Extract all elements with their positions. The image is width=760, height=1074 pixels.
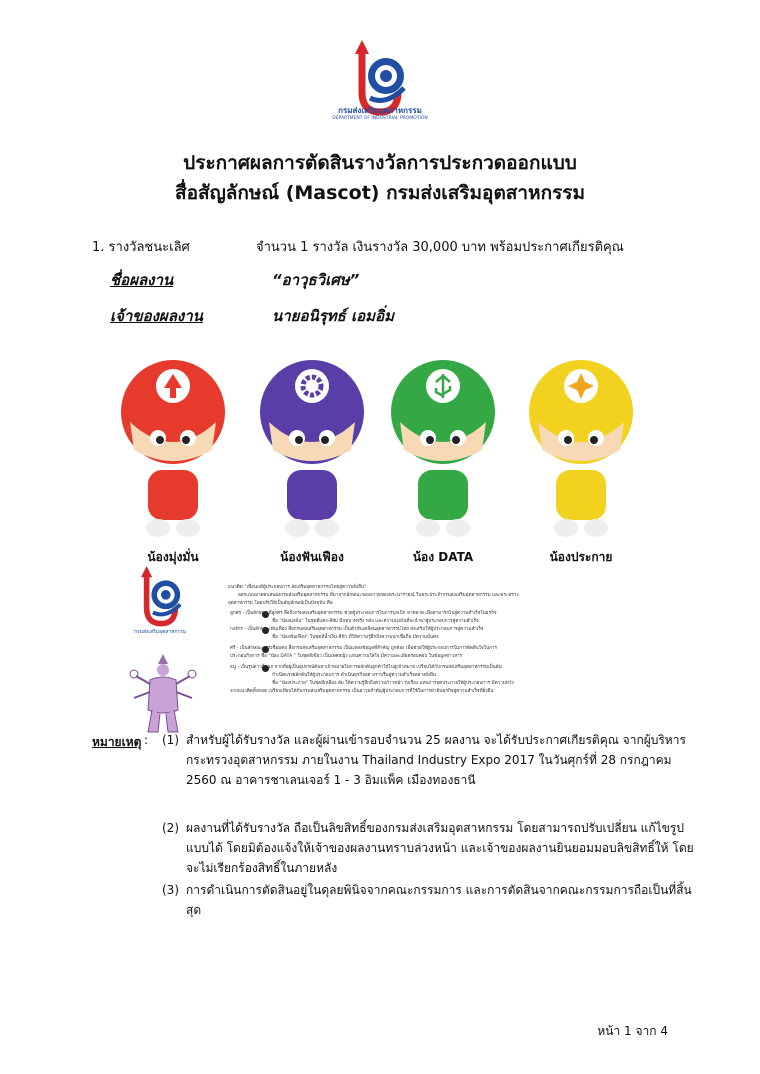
note-text: สำหรับผู้ได้รับรางวัล และผู้ผ่านเข้ารอบจำนวน 25 ผลงาน จะได้รับประกาศเกียรติคุณ จากผู้บริหารกระทรวงอุตสาหกรรม ภายในงาน Thailand Industry Expo 2017 ในวันศุกร์ที่ 28 กรกฎาคม 2560 ณ อาคารชาเลนเจอร์ 1 - 3 อิมแพ็ค เมืองทองธานี [186,733,686,787]
org-name-english: DEPARTMENT OF INDUSTRIAL PROMOTION [332,116,428,121]
concept-line: ลูกศร - เป็นลักษณะที่ลูกศร สื่อถึงกรมส่งเสริมอุตสาหกรรม ช่วยผู้ประกอบการในการบุกเบิก หาตลาด เพื่อสามารถไปสู่ความสำเร็จในธุรกิจ [230,611,497,616]
note-text: ผลงานที่ได้รับรางวัล ถือเป็นลิขสิทธิ์ของกรมส่งเสริมอุตสาหกรรม โดยสามารถปรับเปลี่ยน แก้ไขรูปแบบได้ โดยมิต้องแจ้งให้เจ้าของผลงานทราบล่วงหน้า และเจ้าของผลงานยินยอมมอบลิขสิทธิ์ให้ โดยจะไม่เรียกร้องสิทธิ์ในภายหลัง [186,821,694,875]
announcement-title-line2: สื่อสัญลักษณ์ (Mascot) กรมส่งเสริมอุตสาหกรรม [174,182,586,204]
note-number: (1) [162,733,179,747]
award-detail: จำนวน 1 รางวัล เงินรางวัล 30,000 บาท พร้อมประกาศเกียรติคุณ [256,240,624,255]
org-name: กรมส่งเสริมอุตสาหกรรม [338,106,422,115]
note-number: (2) [162,821,179,835]
concept-line: ชื่อ “น้องมุ่งมั่น” ในชุดสีแดง-สีส้ม มีบทบาทจริง หลัง และความมุ่งมั่นที่จะนำพาผู้ประกอบการสู่ความสำเร็จ [272,619,479,624]
concept-line: ศรี - เป็นลักษณะการเชื่อมต่อ สื่อกรมส่งเสริมอุตสาหกรรม เป็นแหล่งข้อมูลที่สำคัญ ถูกต้อง เพื่อช่วยให้ผู้ประกอบการในการตัดสินใจในการ [230,646,497,651]
note-number: (3) [162,883,179,897]
concept-line: ชื่อ “น้องฟันเฟือง” ในชุดสีน้ำเงิน-สีฟ้า ที่ให้ความรู้สึกถึงความน่าเชื่อถือ มีความมั่นคง [272,635,439,640]
department-logo [340,40,420,140]
mascot-yellow [516,352,646,542]
mascot-name-1: น้องมุ่งมั่น [147,550,199,564]
notes-heading: หมายเหตุ [92,735,142,749]
work-label: ชื่อผลงาน [110,271,174,289]
mascot-green [378,352,508,542]
owner-value: นายอนิรุทธ์ เอมอิ่ม [272,307,394,325]
note-text: การดำเนินการตัดสินอยู่ในดุลยพินิจจากคณะกรรมการ และการตัดสินจากคณะกรรมการถือเป็นที่สิ้นสุด [186,883,692,917]
notes-colon: : [144,733,149,747]
concept-line: ประกอบกิจการ ชื่อ “น้อง DATA ” ในชุดสีเขียว เป็นเพศหญิง แทนความใส่ใจ มีความละเอียดรอบคอบ ในข้อมูลข่าวสาร [230,654,463,659]
mascot-name-3: น้อง DATA [412,550,474,564]
mascot-purple [247,352,377,542]
owner-label: เจ้าของผลงาน [110,307,203,325]
deity-illustration [128,650,198,736]
announcement-title-line1: ประกาศผลการตัดสินรางวัลการประกวดออกแบบ [183,152,577,174]
concept-line: จากแนวคิดทั้งหมด เปรียบเทียบได้กับกรมส่งเสริมอุตสาหกรรม เป็นอาวุธสำคัญผู้ประกอบการที่ใช้ในการฝ่าฟันธุรกิจสู่ความสำเร็จที่ยั่งยืน [230,689,494,694]
concept-line: ธนู - เป็นรูปดาวสี่แฉก จากที่อยู่เป็นอุปกรณ์ค้นหาเป้าหมายในการผลักดันลูกค้าให้ไปสู่เป้าหมาย เปรียบได้กับกรมส่งเสริมอุตสาหกรรมเป็นต้น [230,665,502,670]
concept-line: แนวคิด “เพื่อนแท้ผู้ประกอบการ ส่งเสริมอุตสาหกรรมไทยสู่ความยั่งยืน” [228,585,367,590]
mascot-name-2: น้องฟันเฟือง [280,550,344,564]
concept-line: ออกแบบมาตอบสนองกรมส่งเสริมอุตสาหกรรม ที่มาจากลักษณะของอาวุธของพระนารายณ์ ในพระประจำกรมส่งเสริมอุตสาหกรรม และพระทรวง [238,593,519,598]
award-rank: 1. รางวัลชนะเลิศ [92,240,190,255]
work-value: “อาวุธวิเศษ” [272,271,360,289]
concept-line: กงจักร - เป็นลักษณะฟันเฟือง สื่อกรมส่งเสริมอุตสาหกรรม เป็นตัวขับเคลื่อนอุตสาหกรรมไทย ส่งเสริมให้ผู้ประกอบการสู่ความสำเร็จ [230,627,484,632]
page-number: หน้า 1 จาก 4 [597,1024,668,1038]
mascot-red [108,352,238,542]
concept-line: อุตสาหกรรม โดยปรับให้เป็นสัญลักษณ์เป็นปัจจุบัน คือ [228,601,333,606]
concept-line: กำเนิดแรงผลักดันให้ผู้ประกอบการ ดำเนินธุรกิจอย่างราบรื่นสู่ความสำเร็จอย่างยั่งยืน [272,673,436,678]
org-name-small: กรมส่งเสริมอุตสาหกรรม [133,629,187,635]
concept-line: ชื่อ “น้องประกาย” ในชุดสีเหลือง-ส้ม ให้ความรู้สึกถึงความก้าวหน้า รุ่งเรือง แทนการจุดประกายให้ผู้ประกอบการ มีความหวัง [272,681,514,686]
mascot-name-4: น้องประกาย [549,550,613,564]
